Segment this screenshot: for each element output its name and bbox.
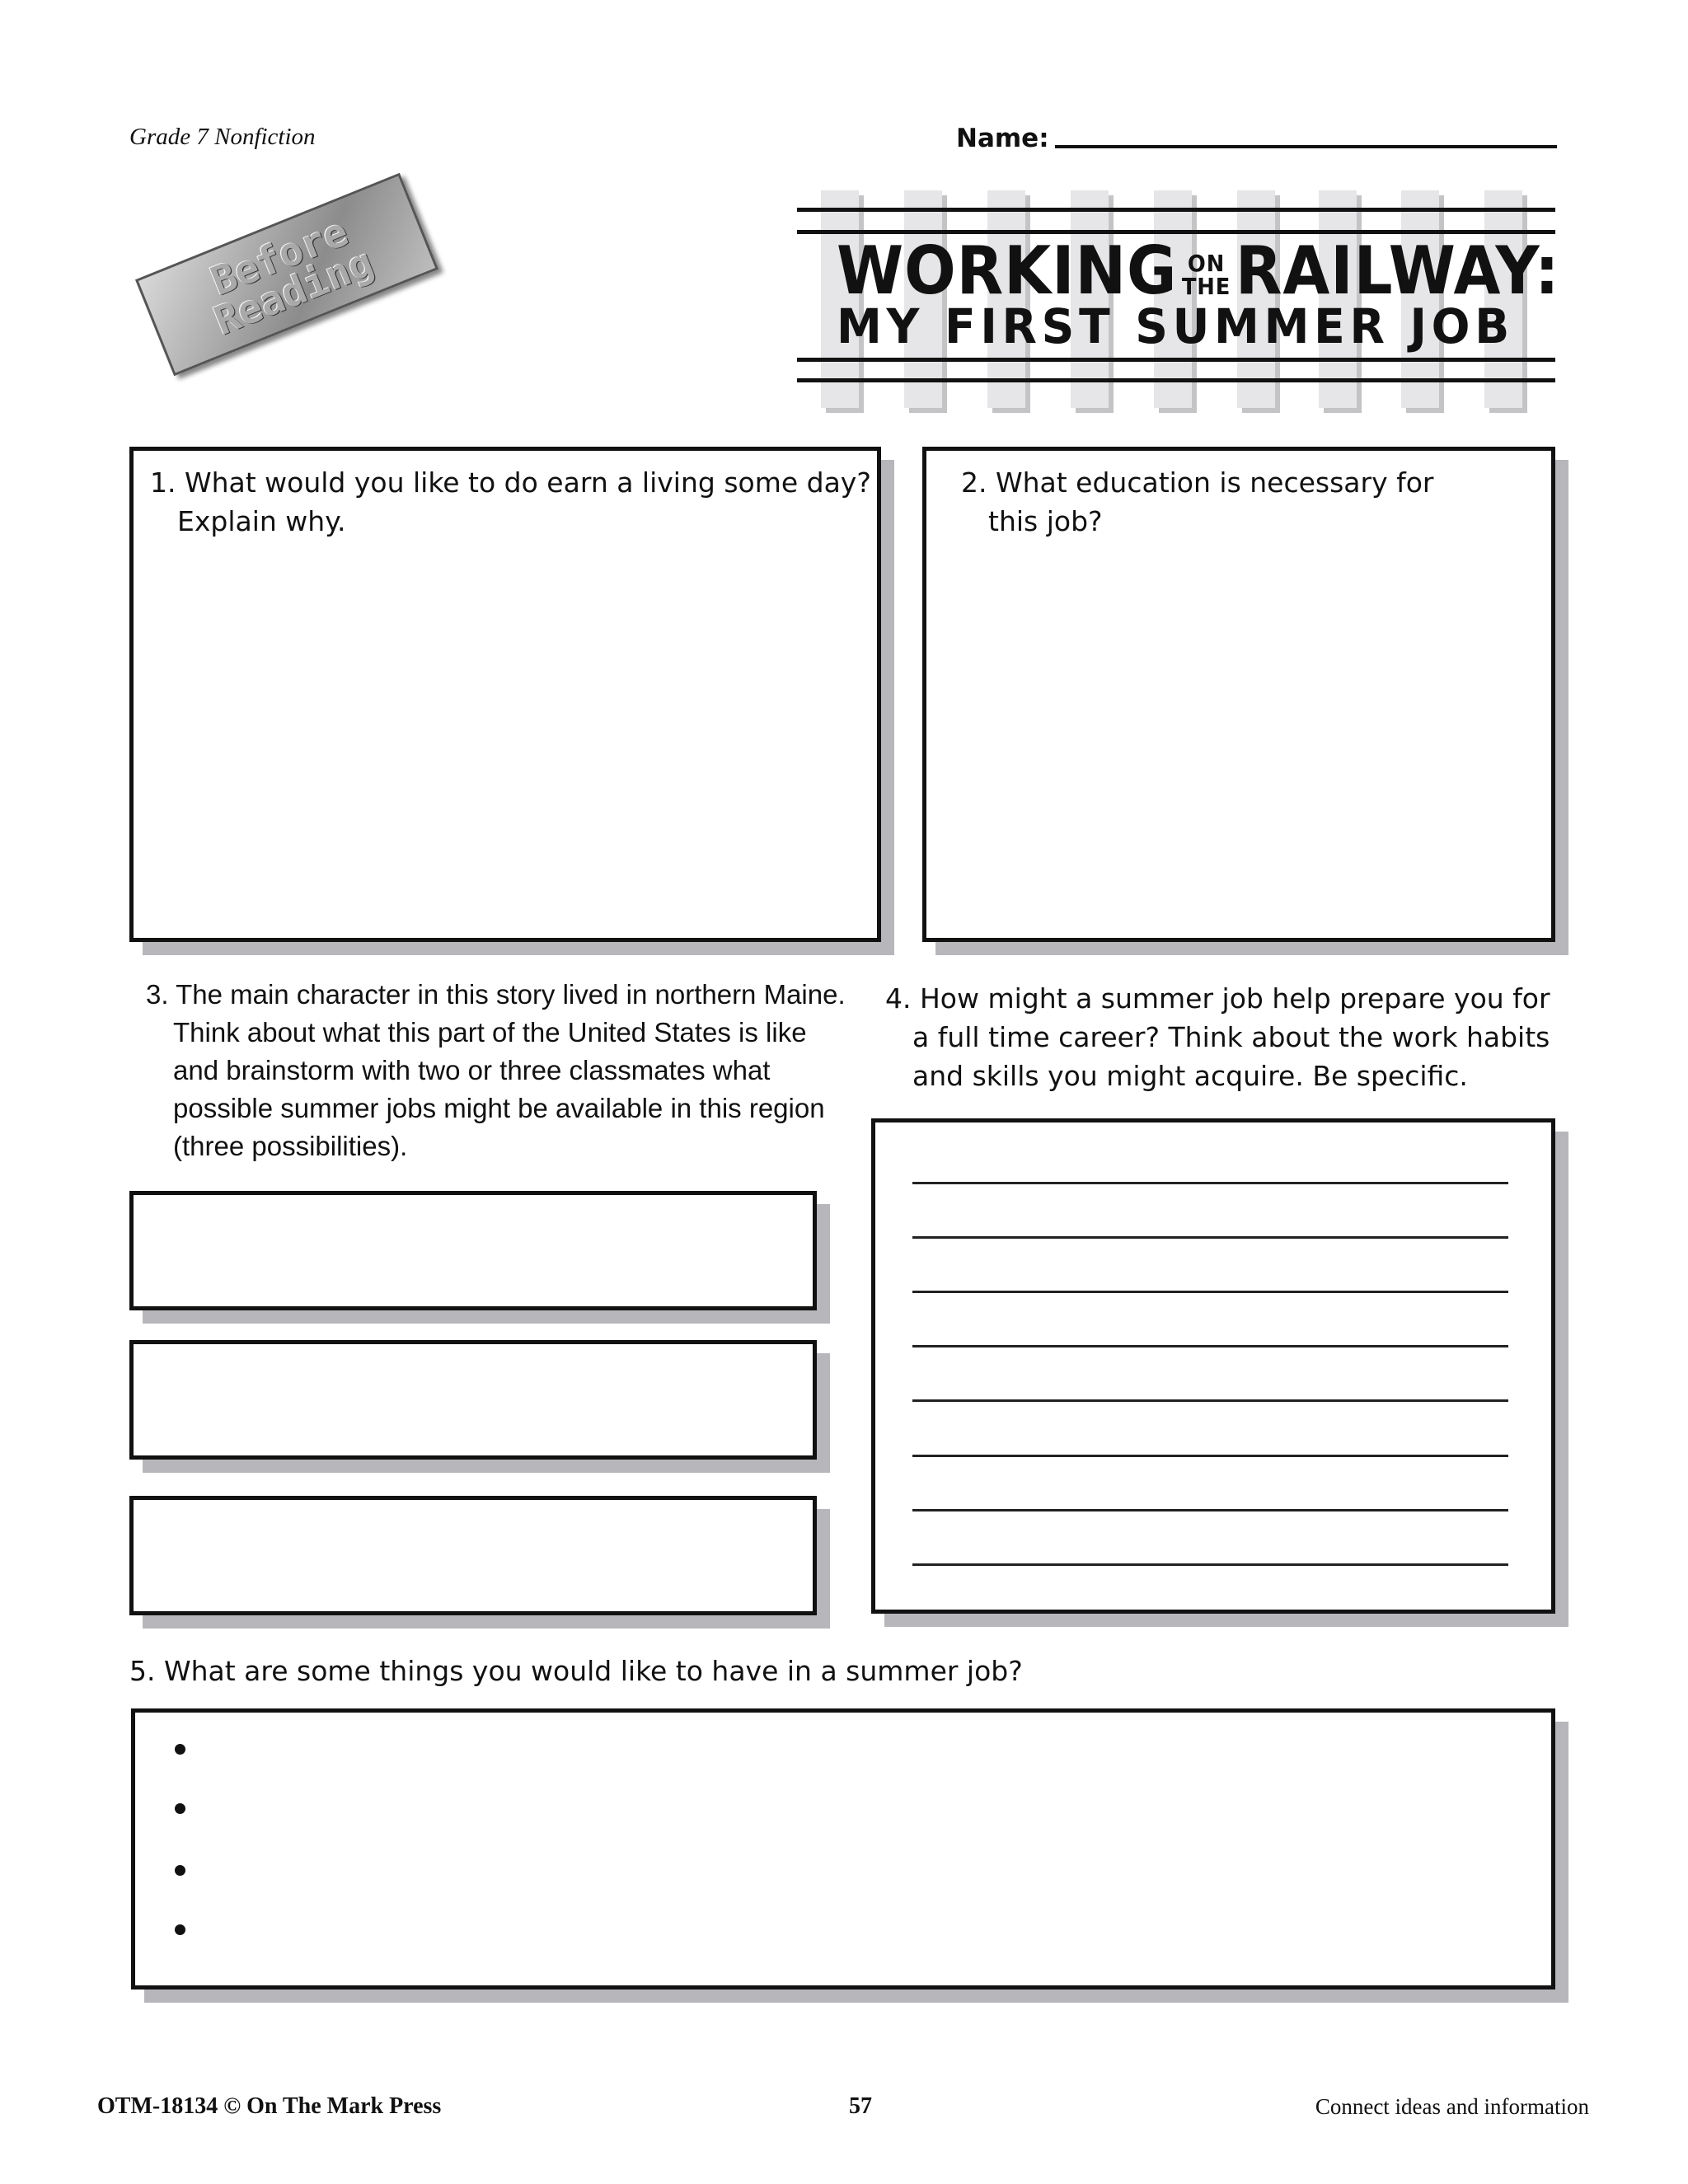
footer-skill: Connect ideas and information [1315, 2094, 1589, 2119]
bullet-point [175, 1924, 185, 1935]
title-railway: RAILWAY: [1235, 232, 1560, 309]
footer-copyright: OTM-18134 © On The Mark Press [97, 2093, 442, 2119]
answer-box-q3-3[interactable] [129, 1496, 817, 1615]
question-4 [885, 979, 1561, 1095]
question-1-line1: 1. What would you like to do earn a living some day? [150, 466, 871, 499]
question-4-text: 4. How might a summer job help prepare you for a full time career? Think about the work habits and skills you might acquire. Be specific. [885, 982, 1550, 1092]
title-the: THE [1181, 273, 1231, 301]
writing-line [912, 1455, 1508, 1457]
writing-line [912, 1509, 1508, 1511]
writing-line [912, 1291, 1508, 1293]
answer-box-q3-1[interactable] [129, 1191, 817, 1310]
rail-line [797, 378, 1555, 382]
question-1 [150, 463, 875, 541]
rail-line [797, 358, 1555, 362]
question-1-line2: Explain why. [177, 505, 346, 537]
question-5: 5. What are some things you would like to have in a summer job? [129, 1655, 1023, 1687]
name-field[interactable] [1055, 145, 1557, 148]
writing-line [912, 1345, 1508, 1347]
title-on: ON [1187, 250, 1226, 278]
question-2 [961, 463, 1538, 541]
bullet-point [175, 1865, 185, 1876]
rail-line [797, 208, 1555, 212]
grade-label: Grade 7 Nonfiction [129, 124, 316, 150]
title-working: WORKING [837, 232, 1178, 309]
page-number: 57 [849, 2093, 872, 2119]
writing-line [912, 1563, 1508, 1566]
title-on-the [1181, 250, 1231, 301]
question-2-line2: this job? [988, 505, 1103, 537]
answer-box-q5[interactable] [131, 1708, 1555, 1990]
answer-box-q4[interactable] [871, 1118, 1555, 1614]
bullet-point [175, 1803, 185, 1814]
name-label: Name: [956, 124, 1049, 153]
question-3 [146, 976, 855, 1165]
question-3-text: 3. The main character in this story lived in northern Maine. Think about what this part of the United States is like and brainstorm with two or three classmates what possible summer jobs might be available in this region (three possibilities). [146, 979, 846, 1161]
answer-box-q3-2[interactable] [129, 1340, 817, 1460]
question-2-line1: 2. What education is necessary for [961, 466, 1434, 499]
badge-text: Before Reading [204, 209, 380, 345]
before-reading-badge [135, 173, 438, 376]
writing-line [912, 1182, 1508, 1184]
writing-line [912, 1236, 1508, 1239]
worksheet-subtitle: MY FIRST SUMMER JOB [837, 298, 1514, 354]
writing-line [912, 1399, 1508, 1402]
bullet-point [175, 1744, 185, 1755]
